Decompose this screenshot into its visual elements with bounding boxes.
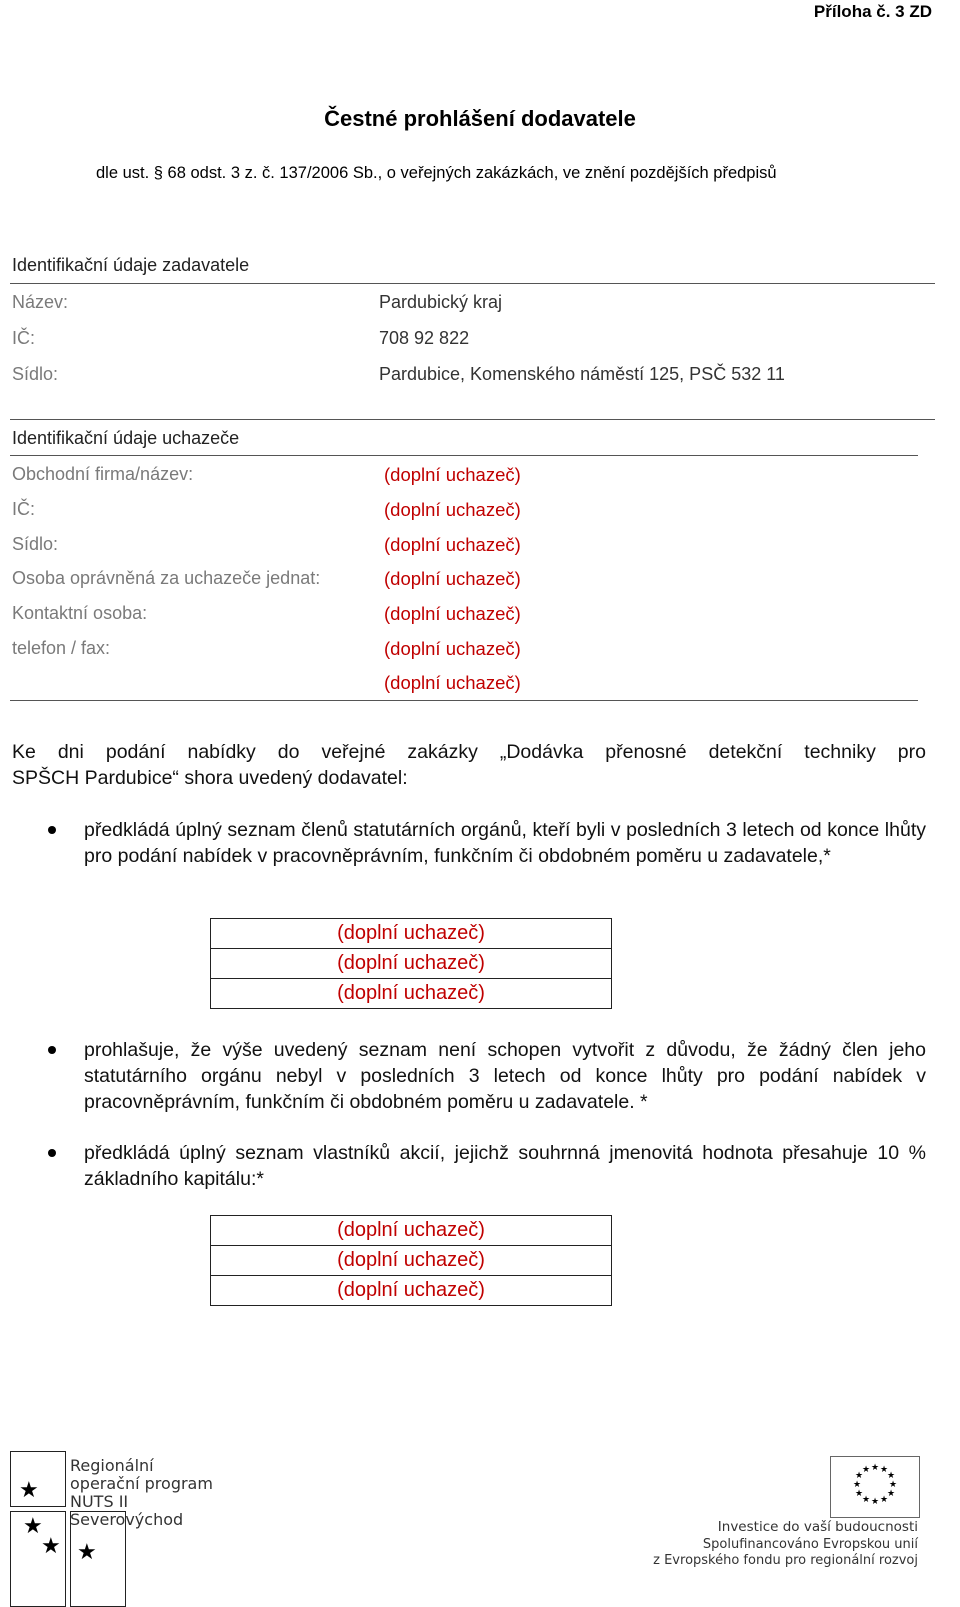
authority-heading: Identifikační údaje zadavatele — [12, 255, 250, 275]
bidder-phone-label: telefon / fax: — [12, 638, 111, 658]
rop-logo-text: NUTS II Severovýchod — [70, 1492, 184, 1529]
intro-line-2: SPŠCH Pardubice“ shora uvedený dodavatel: — [12, 767, 408, 789]
authority-seat-label: Sídlo: — [12, 364, 59, 384]
authority-name-value: Pardubický kraj — [379, 292, 503, 312]
svg-text:★: ★ — [879, 1495, 889, 1505]
authority-ic-label: IČ: — [12, 328, 36, 348]
star-icon: ★ — [23, 1514, 43, 1539]
authority-bottom-rule — [10, 419, 935, 420]
members-table-row[interactable]: (doplní uchazeč) — [211, 919, 611, 949]
star-icon: ★ — [19, 1478, 39, 1503]
bidder-rule — [10, 455, 918, 456]
shareholders-table-row[interactable]: (doplní uchazeč) — [211, 1216, 611, 1246]
bullet-text-3: předkládá úplný seznam vlastníků akcií, jejichž souhrnná jmenovitá hodnota přesahuje 10 % základního kapitálu:* — [84, 1142, 926, 1190]
bidder-fill-field[interactable]: (doplní uchazeč) — [384, 534, 521, 555]
bidder-company-label: Obchodní firma/název: — [12, 464, 194, 484]
annex-label: Příloha č. 3 ZD — [813, 2, 932, 21]
members-table-row[interactable]: (doplní uchazeč) — [337, 982, 485, 1004]
svg-text:★: ★ — [886, 1471, 896, 1481]
authority-name-label: Název: — [12, 292, 69, 312]
bidder-heading: Identifikační údaje uchazeče — [12, 428, 240, 448]
authority-seat-value: Pardubice, Komenského náměstí 125, PSČ 532 11 — [379, 364, 785, 384]
shareholders-table-row[interactable]: (doplní uchazeč) — [337, 1279, 485, 1301]
bidder-fill-field[interactable]: (doplní uchazeč) — [384, 464, 521, 485]
svg-text:★: ★ — [852, 1480, 862, 1490]
shareholders-table-row[interactable]: (doplní uchazeč) — [211, 1246, 611, 1276]
shareholders-table — [210, 1215, 612, 1306]
bidder-fill-field[interactable]: (doplní uchazeč) — [384, 603, 521, 624]
bidder-bottom-rule — [10, 700, 918, 701]
eu-flag-icon — [830, 1456, 920, 1518]
svg-text:★: ★ — [886, 1489, 896, 1499]
bidder-fill-field[interactable]: (doplní uchazeč) — [384, 638, 521, 659]
rop-logo-box — [10, 1511, 66, 1607]
eu-tagline: z Evropského fondu pro regionální rozvoj — [653, 1553, 918, 1568]
star-icon: ★ — [77, 1540, 97, 1565]
authority-ic-value: 708 92 822 — [379, 328, 470, 348]
rop-logo-box — [10, 1451, 66, 1507]
bidder-authorized-person-label: Osoba oprávněná za uchazeče jednat: — [12, 568, 321, 588]
bullet-text-1: předkládá úplný seznam členů statutárních orgánů, kteří byli v posledních 3 letech od konce lhůty pro podání nabídek v pracovněprávním, funkčním či obdobném poměru u zadavatele,* — [84, 819, 926, 867]
bidder-fill-field[interactable]: (doplní uchazeč) — [384, 499, 521, 520]
svg-text:★: ★ — [870, 1497, 880, 1507]
bidder-seat-label: Sídlo: — [12, 534, 59, 554]
members-table-row[interactable]: (doplní uchazeč) — [211, 949, 611, 979]
members-table — [210, 918, 612, 1009]
eu-stars-icon — [831, 1457, 919, 1517]
bidder-contact-label: Kontaktní osoba: — [12, 603, 148, 623]
svg-text:★: ★ — [888, 1480, 898, 1490]
eu-tagline: Investice do vaší budoucnosti — [717, 1519, 918, 1535]
svg-text:★: ★ — [854, 1471, 864, 1481]
svg-text:★: ★ — [879, 1465, 889, 1475]
svg-text:★: ★ — [861, 1495, 871, 1505]
svg-text:★: ★ — [861, 1465, 871, 1475]
intro-line-1: Ke dni podání nabídky do veřejné zakázky „Dodávka přenosné detekční techniky pro — [12, 741, 926, 763]
law-reference: dle ust. § 68 odst. 3 z. č. 137/2006 Sb., o veřejných zakázkách, ve znění pozdějších předpisů — [96, 164, 777, 182]
svg-text:★: ★ — [870, 1463, 880, 1473]
document-title: Čestné prohlášení dodavatele — [324, 106, 636, 131]
svg-text:★: ★ — [854, 1489, 864, 1499]
bidder-fill-field[interactable]: (doplní uchazeč) — [384, 568, 521, 589]
eu-tagline: Spolufinancováno Evropskou unií — [702, 1537, 918, 1552]
bullet-dot — [48, 1149, 56, 1157]
bullet-dot — [48, 1046, 56, 1054]
bullet-text-2: prohlašuje, že výše uvedený seznam není schopen vytvořit z důvodu, že žádný člen jeho statutárního orgánu nebyl v posledních 3 letech od konce lhůty pro podání nabídek v pracovněprávním, funkčním či obdobném poměru u zadavatele. * — [84, 1039, 926, 1113]
bullet-dot — [48, 826, 56, 834]
bidder-ic-label: IČ: — [12, 499, 36, 519]
rop-logo — [10, 1451, 240, 1606]
rop-logo-text: Regionální — [70, 1456, 154, 1475]
rop-logo-text: operační program — [70, 1474, 213, 1493]
authority-rule — [10, 283, 935, 284]
bidder-fill-field[interactable]: (doplní uchazeč) — [384, 672, 521, 693]
star-icon: ★ — [41, 1534, 61, 1559]
intro-paragraph — [12, 739, 926, 791]
